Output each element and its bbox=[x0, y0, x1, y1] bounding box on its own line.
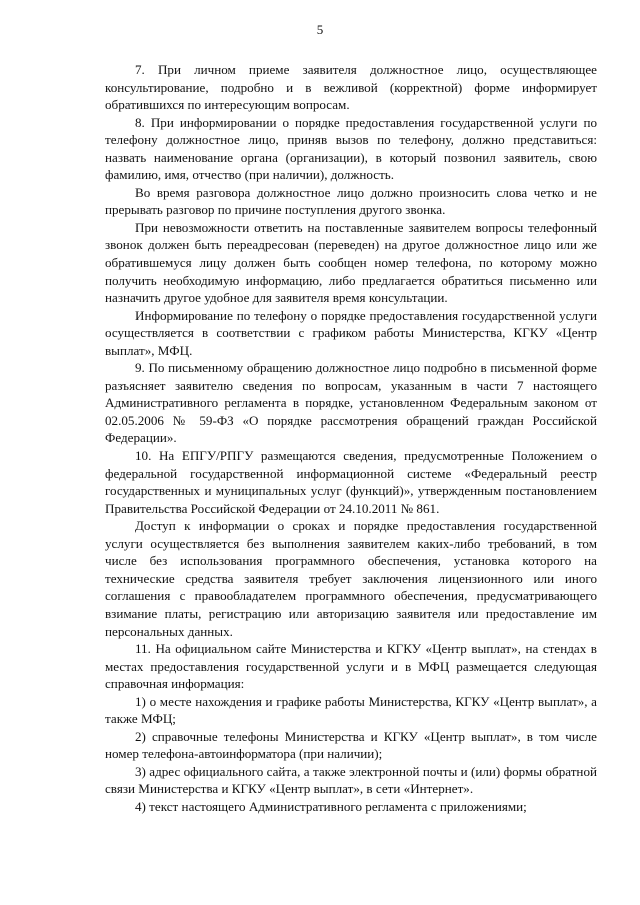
paragraph-8: 8. При информировании о порядке предоставления государственной услуги по телефону должностное лицо, приняв вызов по телефону, должно представиться: назвать наименование органа (организации), в который позвонил заявитель, свою фамилию, имя, отчество (при наличии), должность. bbox=[105, 114, 597, 183]
list-item-1: 1) о месте нахождения и графике работы Министерства, КГКУ «Центр выплат», а также МФЦ; bbox=[105, 693, 597, 727]
paragraph-phone-schedule: Информирование по телефону о порядке предоставления государственной услуги осуществляется в соответствии с графиком работы Министерства, КГКУ «Центр выплат», МФЦ. bbox=[105, 307, 597, 358]
paragraph-10: 10. На ЕПГУ/РПГУ размещаются сведения, предусмотренные Положением о федеральной государственной информационной системе «Федеральный реестр государственных и муниципальных услуг (функций)», утвержденным постановлением Правительства Российской Федерации от 24.10.2011 № 861. bbox=[105, 448, 597, 516]
document-body bbox=[105, 61, 597, 816]
list-item-4: 4) текст настоящего Административного регламента с приложениями; bbox=[135, 798, 527, 814]
paragraph-11: 11. На официальном сайте Министерства и КГКУ «Центр выплат», на стендах в местах предоставления государственной услуги и в МФЦ размещается следующая справочная информация: bbox=[105, 641, 597, 692]
paragraph-phone-conversation: Во время разговора должностное лицо должно произносить слова четко и не прерывать разговор по причине поступления другого звонка. bbox=[105, 184, 597, 218]
page-number: 5 bbox=[316, 22, 324, 37]
paragraph-access-info: Доступ к информации о сроках и порядке предоставления государственной услуги осуществляется без выполнения заявителем каких-либо требований, в том числе без использования программного обеспечения, установка которого на технические средства заявителя требует заключения лицензионного или иного соглашения с правообладателем программного обеспечения, предусматривающего взимание платы, регистрацию или авторизацию заявителя или предоставление им персональных данных. bbox=[105, 518, 597, 639]
list-item-3: 3) адрес официального сайта, а также электронной почты и (или) формы обратной связи Министерства и КГКУ «Центр выплат», в сети «Интернет». bbox=[105, 763, 597, 797]
paragraph-9: 9. По письменному обращению должностное лицо подробно в письменной форме разъясняет заявителю сведения по вопросам, указанным в части 7 настоящего Административного регламента в порядке, установленном Федеральным законом от 02.05.2006 № 59-ФЗ «О порядке рассмотрения обращений граждан Российской Федерации». bbox=[105, 360, 597, 446]
paragraph-7: 7. При личном приеме заявителя должностное лицо, осуществляющее консультирование, подробно и в вежливой (корректной) форме информирует обратившихся по интересующим вопросам. bbox=[105, 62, 597, 113]
list-item-2: 2) справочные телефоны Министерства и КГКУ «Центр выплат», в том числе номер телефона-автоинформатора (при наличии); bbox=[105, 728, 597, 762]
paragraph-call-redirect: При невозможности ответить на поставленные заявителем вопросы телефонный звонок должен быть переадресован (переведен) на другое должностное лицо или же обратившемуся лицу должен быть сообщен номер телефона, по которому можно получить необходимую информацию, либо предлагается обратиться письменно или назначить другое удобное для заявителя время консультации. bbox=[105, 219, 597, 306]
